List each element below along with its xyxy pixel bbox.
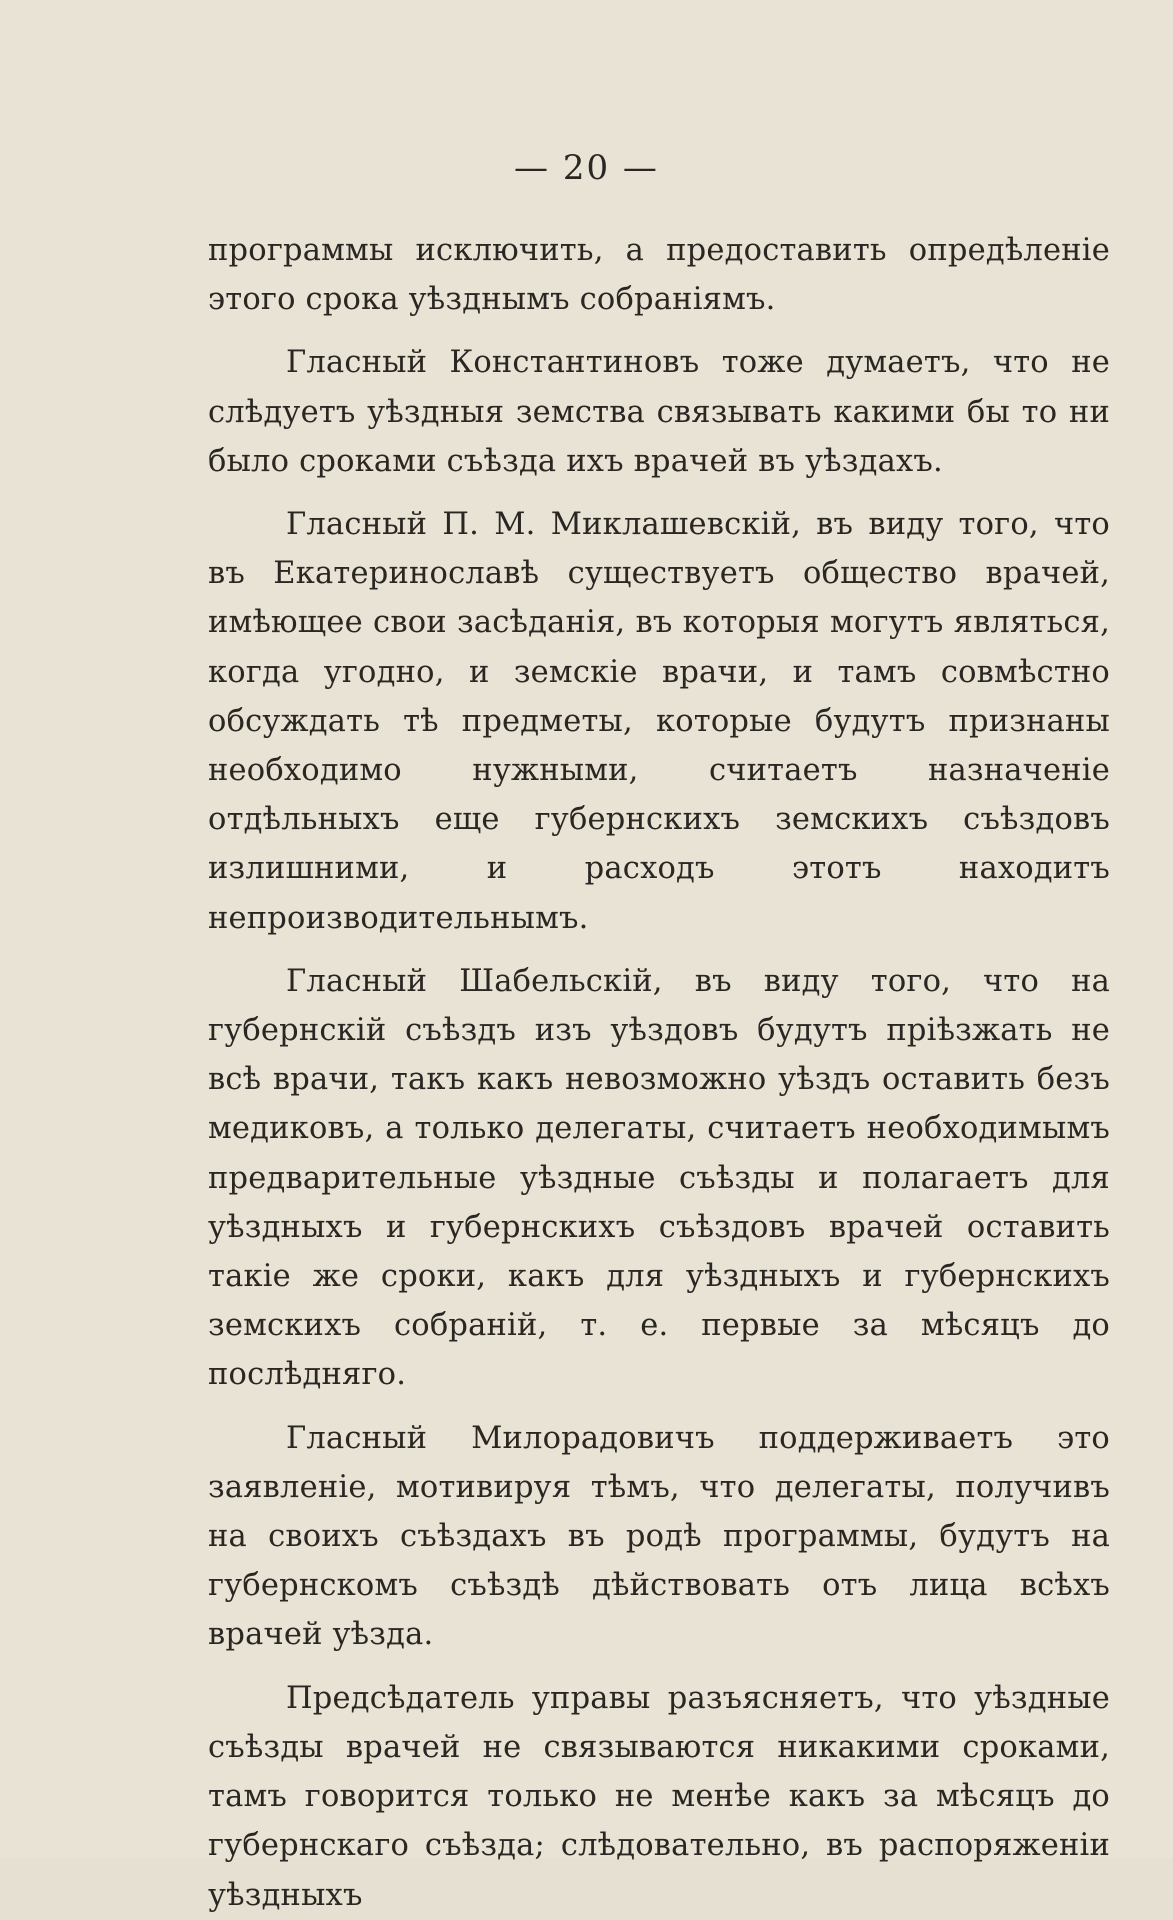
paragraph-miloradovich: Гласный Милорадовичъ поддерживаетъ это заявленіе, мотивируя тѣмъ, что делегаты, получивъ на своихъ съѣздахъ въ родѣ программы, будутъ на губернскомъ съѣздѣ дѣйствовать отъ лица всѣхъ врачей уѣзда. xyxy=(208,1420,1110,1653)
page-number: — 20 — xyxy=(514,148,659,188)
paragraph-konstantinov: Гласный Константиновъ тоже думаетъ, что не слѣдуетъ уѣздныя земства связывать какими бы то ни было сроками съѣзда ихъ врачей въ уѣздахъ. xyxy=(208,345,1110,479)
paragraph-miklashevsky: Гласный П. М. Миклашевскій, въ виду того, что въ Екатеринославѣ существуетъ общество врачей, имѣющее свои засѣданія, въ которыя могутъ являться, когда угодно, и земскіе врачи, и тамъ совмѣстно обсуждать тѣ предметы, которые будутъ признаны необходимо нужными, считаетъ назначеніе отдѣльныхъ еще губернскихъ земскихъ съѣздовъ излишними, и расходъ этотъ находитъ непроизводительнымъ. xyxy=(208,507,1110,936)
paragraph-chairman: Предсѣдатель управы разъясняетъ, что уѣздные съѣзды врачей не связываются никакими сроками, тамъ говорится только не менѣе какъ за мѣсяцъ до губернскаго съѣзда; слѣдовательно, въ распоряженіи уѣздныхъ xyxy=(208,1680,1110,1913)
paragraph-shabelsky: Гласный Шабельскій, въ виду того, что на губернскій съѣздъ изъ уѣздовъ будутъ пріѣзжать не всѣ врачи, такъ какъ невозможно уѣздъ оставить безъ медиковъ, а только делегаты, считаетъ необходимымъ предварительные уѣздные съѣзды и полагаетъ для уѣздныхъ и губернскихъ съѣздовъ врачей оставить такіе же сроки, какъ для уѣздныхъ и губернскихъ земскихъ собраній, т. е. первые за мѣсяцъ до послѣдняго. xyxy=(208,963,1110,1393)
paragraph-continuation: программы исключить, а предоставить опредѣленіе этого срока уѣзднымъ собраніямъ. xyxy=(208,233,1110,318)
body-text xyxy=(208,226,1110,1920)
